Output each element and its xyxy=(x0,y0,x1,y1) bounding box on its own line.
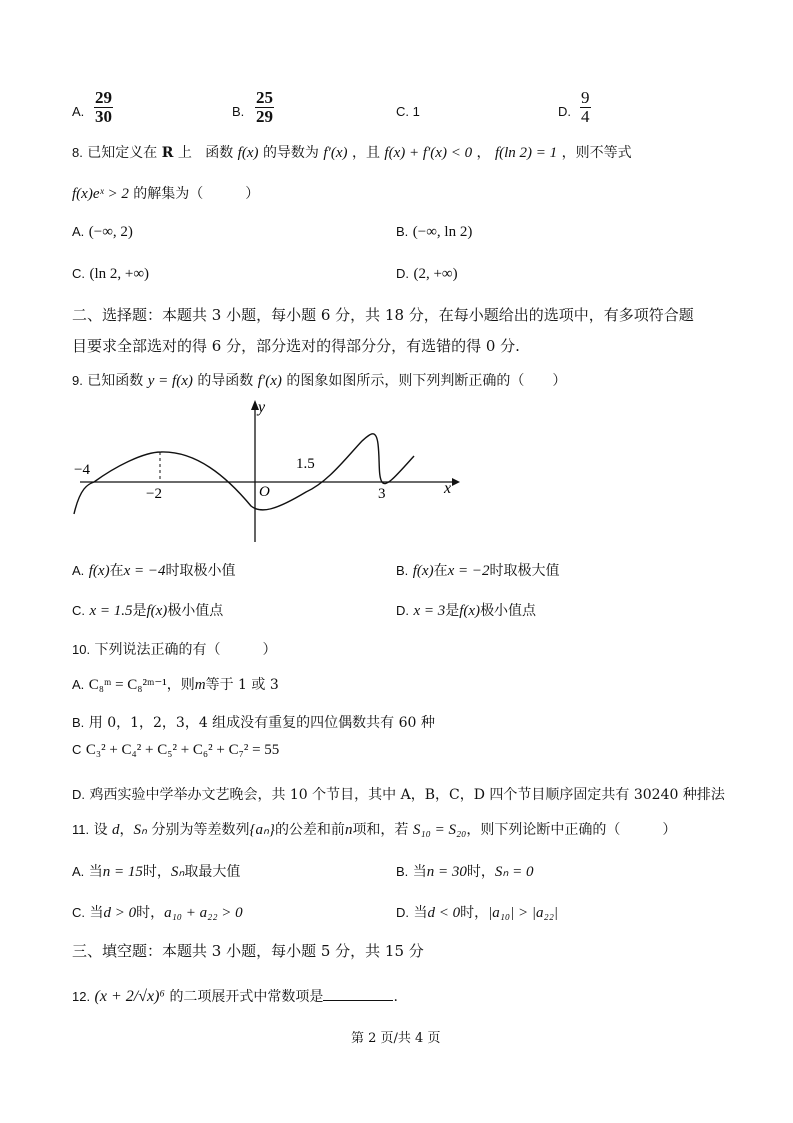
q8-stem-line2 xyxy=(72,183,259,203)
q8-fpx: f′(x) xyxy=(323,145,348,161)
q8-option-c xyxy=(72,266,149,283)
section2-line2: 目要求全部选对的得 6 分，部分选对的得部分分，有选错的得 0 分. xyxy=(72,337,520,355)
q11-c-label: C. xyxy=(72,905,85,920)
q9-c-label: C. xyxy=(72,603,85,618)
q10-c-label: C xyxy=(72,742,82,757)
q8-real-set: R xyxy=(161,145,174,161)
q8-text-6: ， xyxy=(476,145,491,161)
q8-condition-1: f(x) + f′(x) < 0 xyxy=(384,145,473,161)
q11-text-3: 的公差和前 xyxy=(274,822,345,838)
q8-option-b xyxy=(396,224,472,241)
y-axis-label: y xyxy=(258,399,266,416)
q11-a-m1: n = 15 xyxy=(102,864,143,880)
q11-option-d xyxy=(396,902,558,922)
q8-text-1: 已知定义在 xyxy=(87,145,158,161)
q9-b-math1: f(x) xyxy=(412,563,434,579)
q9-b-label: B. xyxy=(396,563,409,578)
q7-option-c xyxy=(396,104,420,119)
q9-c-text2: 极小值点 xyxy=(167,603,224,619)
section2-line1: 二、选择题：本题共 3 小题，每小题 6 分，共 18 分，在每小题给出的选项中，有多项符合题 xyxy=(72,306,694,324)
origin-label: O xyxy=(259,484,270,500)
q11-a-t1: 当 xyxy=(88,864,103,880)
q9-d-math1: x = 3 xyxy=(413,603,446,619)
q7-option-d-label: D. xyxy=(558,104,571,119)
q10-stem-text: 下列说法正确的有（ ） xyxy=(94,642,277,658)
q8-b-text: (−∞, ln 2) xyxy=(412,224,473,240)
q10-option-c xyxy=(72,742,279,759)
q10-option-d xyxy=(72,784,725,804)
q11-b-t1: 当 xyxy=(412,864,427,880)
q11-sn: Sₙ xyxy=(133,822,147,838)
x-axis-label: x xyxy=(444,480,452,497)
q11-text-4: 项和，若 xyxy=(352,822,409,838)
q8-fx: f(x) xyxy=(237,145,259,161)
x-axis-arrow xyxy=(452,478,460,486)
q9-d-math2: f(x) xyxy=(459,603,481,619)
q8-inequality: f(x)eˣ > 2 xyxy=(72,186,129,202)
q8-option-d xyxy=(396,266,458,283)
q12-answer-blank[interactable] xyxy=(323,988,393,1001)
q8-a-text: (−∞, 2) xyxy=(88,224,133,240)
tick-3: 3 xyxy=(378,486,386,502)
q10-option-a xyxy=(72,674,279,694)
q11-an: {aₙ} xyxy=(249,822,275,838)
q11-number: 11. xyxy=(72,822,90,837)
q11-text-2: 分别为等差数列 xyxy=(151,822,250,838)
q11-sep: ， xyxy=(119,822,134,838)
q8-d-text: (2, +∞) xyxy=(413,266,458,282)
q11-option-c xyxy=(72,902,243,922)
q9-option-b xyxy=(396,560,559,580)
q7-b-denominator: 29 xyxy=(256,107,273,126)
q8-a-label: A. xyxy=(72,224,85,239)
q11-d-m2: |a₁₀| > |a₂₂| xyxy=(488,905,559,921)
section3-title: 三、填空题：本题共 3 小题，每小题 5 分，共 15 分 xyxy=(72,942,424,960)
q9-option-c xyxy=(72,600,223,620)
q7-a-numerator: 29 xyxy=(95,88,112,107)
q11-c-t2: 时， xyxy=(136,905,165,921)
q11-d-t2: 时， xyxy=(460,905,489,921)
q8-text-7: ，则不等式 xyxy=(561,145,632,161)
q8-number: 8. xyxy=(72,145,83,160)
q7-a-denominator: 30 xyxy=(95,107,112,126)
q7-option-a xyxy=(94,89,113,126)
q8-text-8: 的解集为（ ） xyxy=(133,186,260,202)
q10-a-math: C₈ᵐ = C₈²ᵐ⁻¹ xyxy=(88,677,167,693)
q11-a-label: A. xyxy=(72,864,85,879)
q10-d-text: 鸡西实验中学举办文艺晚会，共 10 个节目，其中 A，B，C，D 四个节目顺序固定共有 30240 种排法 xyxy=(89,787,725,803)
q9-a-math2: x = −4 xyxy=(123,563,166,579)
q12-stem xyxy=(72,986,398,1006)
q11-c-m2: a₁₀ + a₂₂ > 0 xyxy=(164,905,243,921)
q8-d-label: D. xyxy=(396,266,409,281)
q10-d-label: D. xyxy=(72,787,85,802)
q11-d-t1: 当 xyxy=(413,905,428,921)
q10-a-label: A. xyxy=(72,677,85,692)
q8-condition-2: f(ln 2) = 1 xyxy=(494,145,558,161)
q8-text-4: 的导数为 xyxy=(262,145,319,161)
q11-b-label: B. xyxy=(396,864,409,879)
q7-b-numerator: 25 xyxy=(256,88,273,107)
q12-number: 12. xyxy=(72,989,91,1004)
q10-stem xyxy=(72,639,277,659)
q9-a-text1: 在 xyxy=(109,563,124,579)
q12-text: 的二项展开式中常数项是 xyxy=(169,989,324,1005)
q7-c-text: 1 xyxy=(412,104,420,119)
q12-math: (x + 2/√x)⁶ xyxy=(94,988,165,1005)
q10-b-label: B. xyxy=(72,715,85,730)
q10-c-math: C₃² + C₄² + C₅² + C₆² + C₇² = 55 xyxy=(85,742,280,758)
q9-stem xyxy=(72,370,566,390)
q7-d-numerator: 9 xyxy=(581,88,590,107)
q11-a-m2: Sₙ xyxy=(170,864,185,880)
q11-d-m1: d < 0 xyxy=(427,905,461,921)
q11-b-t2: 时， xyxy=(466,864,495,880)
q9-number: 9. xyxy=(72,373,83,388)
q9-option-d xyxy=(396,600,536,620)
q9-b-math2: x = −2 xyxy=(447,563,490,579)
q7-option-d xyxy=(580,89,591,126)
q10-option-b xyxy=(72,712,435,732)
q9-derivative-graph xyxy=(66,396,466,546)
q9-fpx: f′(x) xyxy=(257,373,282,389)
q7-option-b-label: B. xyxy=(232,104,245,119)
q7-option-a-label: A. xyxy=(72,104,85,119)
q11-c-t1: 当 xyxy=(89,905,104,921)
tick-1-5: 1.5 xyxy=(296,456,315,472)
q8-b-label: B. xyxy=(396,224,409,239)
q8-text-5: ，且 xyxy=(351,145,380,161)
q9-a-label: A. xyxy=(72,563,85,578)
q7-d-denominator: 4 xyxy=(581,107,590,126)
q11-a-t2: 时， xyxy=(142,864,171,880)
q10-number: 10. xyxy=(72,642,91,657)
q9-text-2: 的导函数 xyxy=(197,373,254,389)
page-footer: 第 2 页/共 4 页 xyxy=(351,1031,441,1046)
q10-a-text: ，则 xyxy=(166,677,195,693)
q9-b-text2: 时取极大值 xyxy=(489,563,560,579)
q9-d-text1: 是 xyxy=(445,603,460,619)
q8-stem-line1 xyxy=(72,142,632,162)
q9-c-math2: f(x) xyxy=(146,603,168,619)
q9-d-text2: 极小值点 xyxy=(480,603,537,619)
q11-c-m1: d > 0 xyxy=(103,905,137,921)
q9-c-text1: 是 xyxy=(132,603,147,619)
q11-d-label: D. xyxy=(396,905,409,920)
q9-c-math1: x = 1.5 xyxy=(89,603,133,619)
tick-neg4: −4 xyxy=(74,462,90,478)
q10-a-m: m xyxy=(194,677,206,693)
tick-neg2: −2 xyxy=(146,486,162,502)
q9-a-math1: f(x) xyxy=(88,563,110,579)
q11-b-m2: Sₙ = 0 xyxy=(494,864,534,880)
q11-stem xyxy=(72,819,676,839)
q8-text-2: 上 xyxy=(177,145,192,161)
q9-d-label: D. xyxy=(396,603,409,618)
q10-b-text: 用 0，1，2，3，4 组成没有重复的四位偶数共有 60 种 xyxy=(88,715,435,731)
derivative-curve xyxy=(74,434,414,514)
q9-text-1: 已知函数 xyxy=(87,373,144,389)
q11-n: n xyxy=(344,822,353,838)
q11-text-5: ，则下列论断中正确的（ ） xyxy=(466,822,677,838)
q8-option-a xyxy=(72,224,133,241)
q11-option-b xyxy=(396,861,533,881)
q11-condition: S₁₀ = S₂₀ xyxy=(412,822,467,838)
q8-c-label: C. xyxy=(72,266,85,281)
q11-d: d xyxy=(112,822,120,838)
q9-option-a xyxy=(72,560,235,580)
q12-end: . xyxy=(393,989,398,1005)
q7-c-label: C. xyxy=(396,104,409,119)
q9-func: y = f(x) xyxy=(147,373,193,389)
q10-a-text2: 等于 1 或 3 xyxy=(205,677,279,693)
q9-a-text2: 时取极小值 xyxy=(165,563,236,579)
q7-option-b xyxy=(255,89,274,126)
q11-b-m1: n = 30 xyxy=(426,864,467,880)
q8-c-text: (ln 2, +∞) xyxy=(89,266,150,282)
q9-b-text1: 在 xyxy=(433,563,448,579)
q11-a-t3: 取最大值 xyxy=(184,864,241,880)
q11-text-1: 设 xyxy=(93,822,108,838)
q9-text-3: 的图象如图所示，则下列判断正确的（ ） xyxy=(286,373,567,389)
q8-text-3: 函数 xyxy=(205,145,234,161)
q11-option-a xyxy=(72,861,240,881)
